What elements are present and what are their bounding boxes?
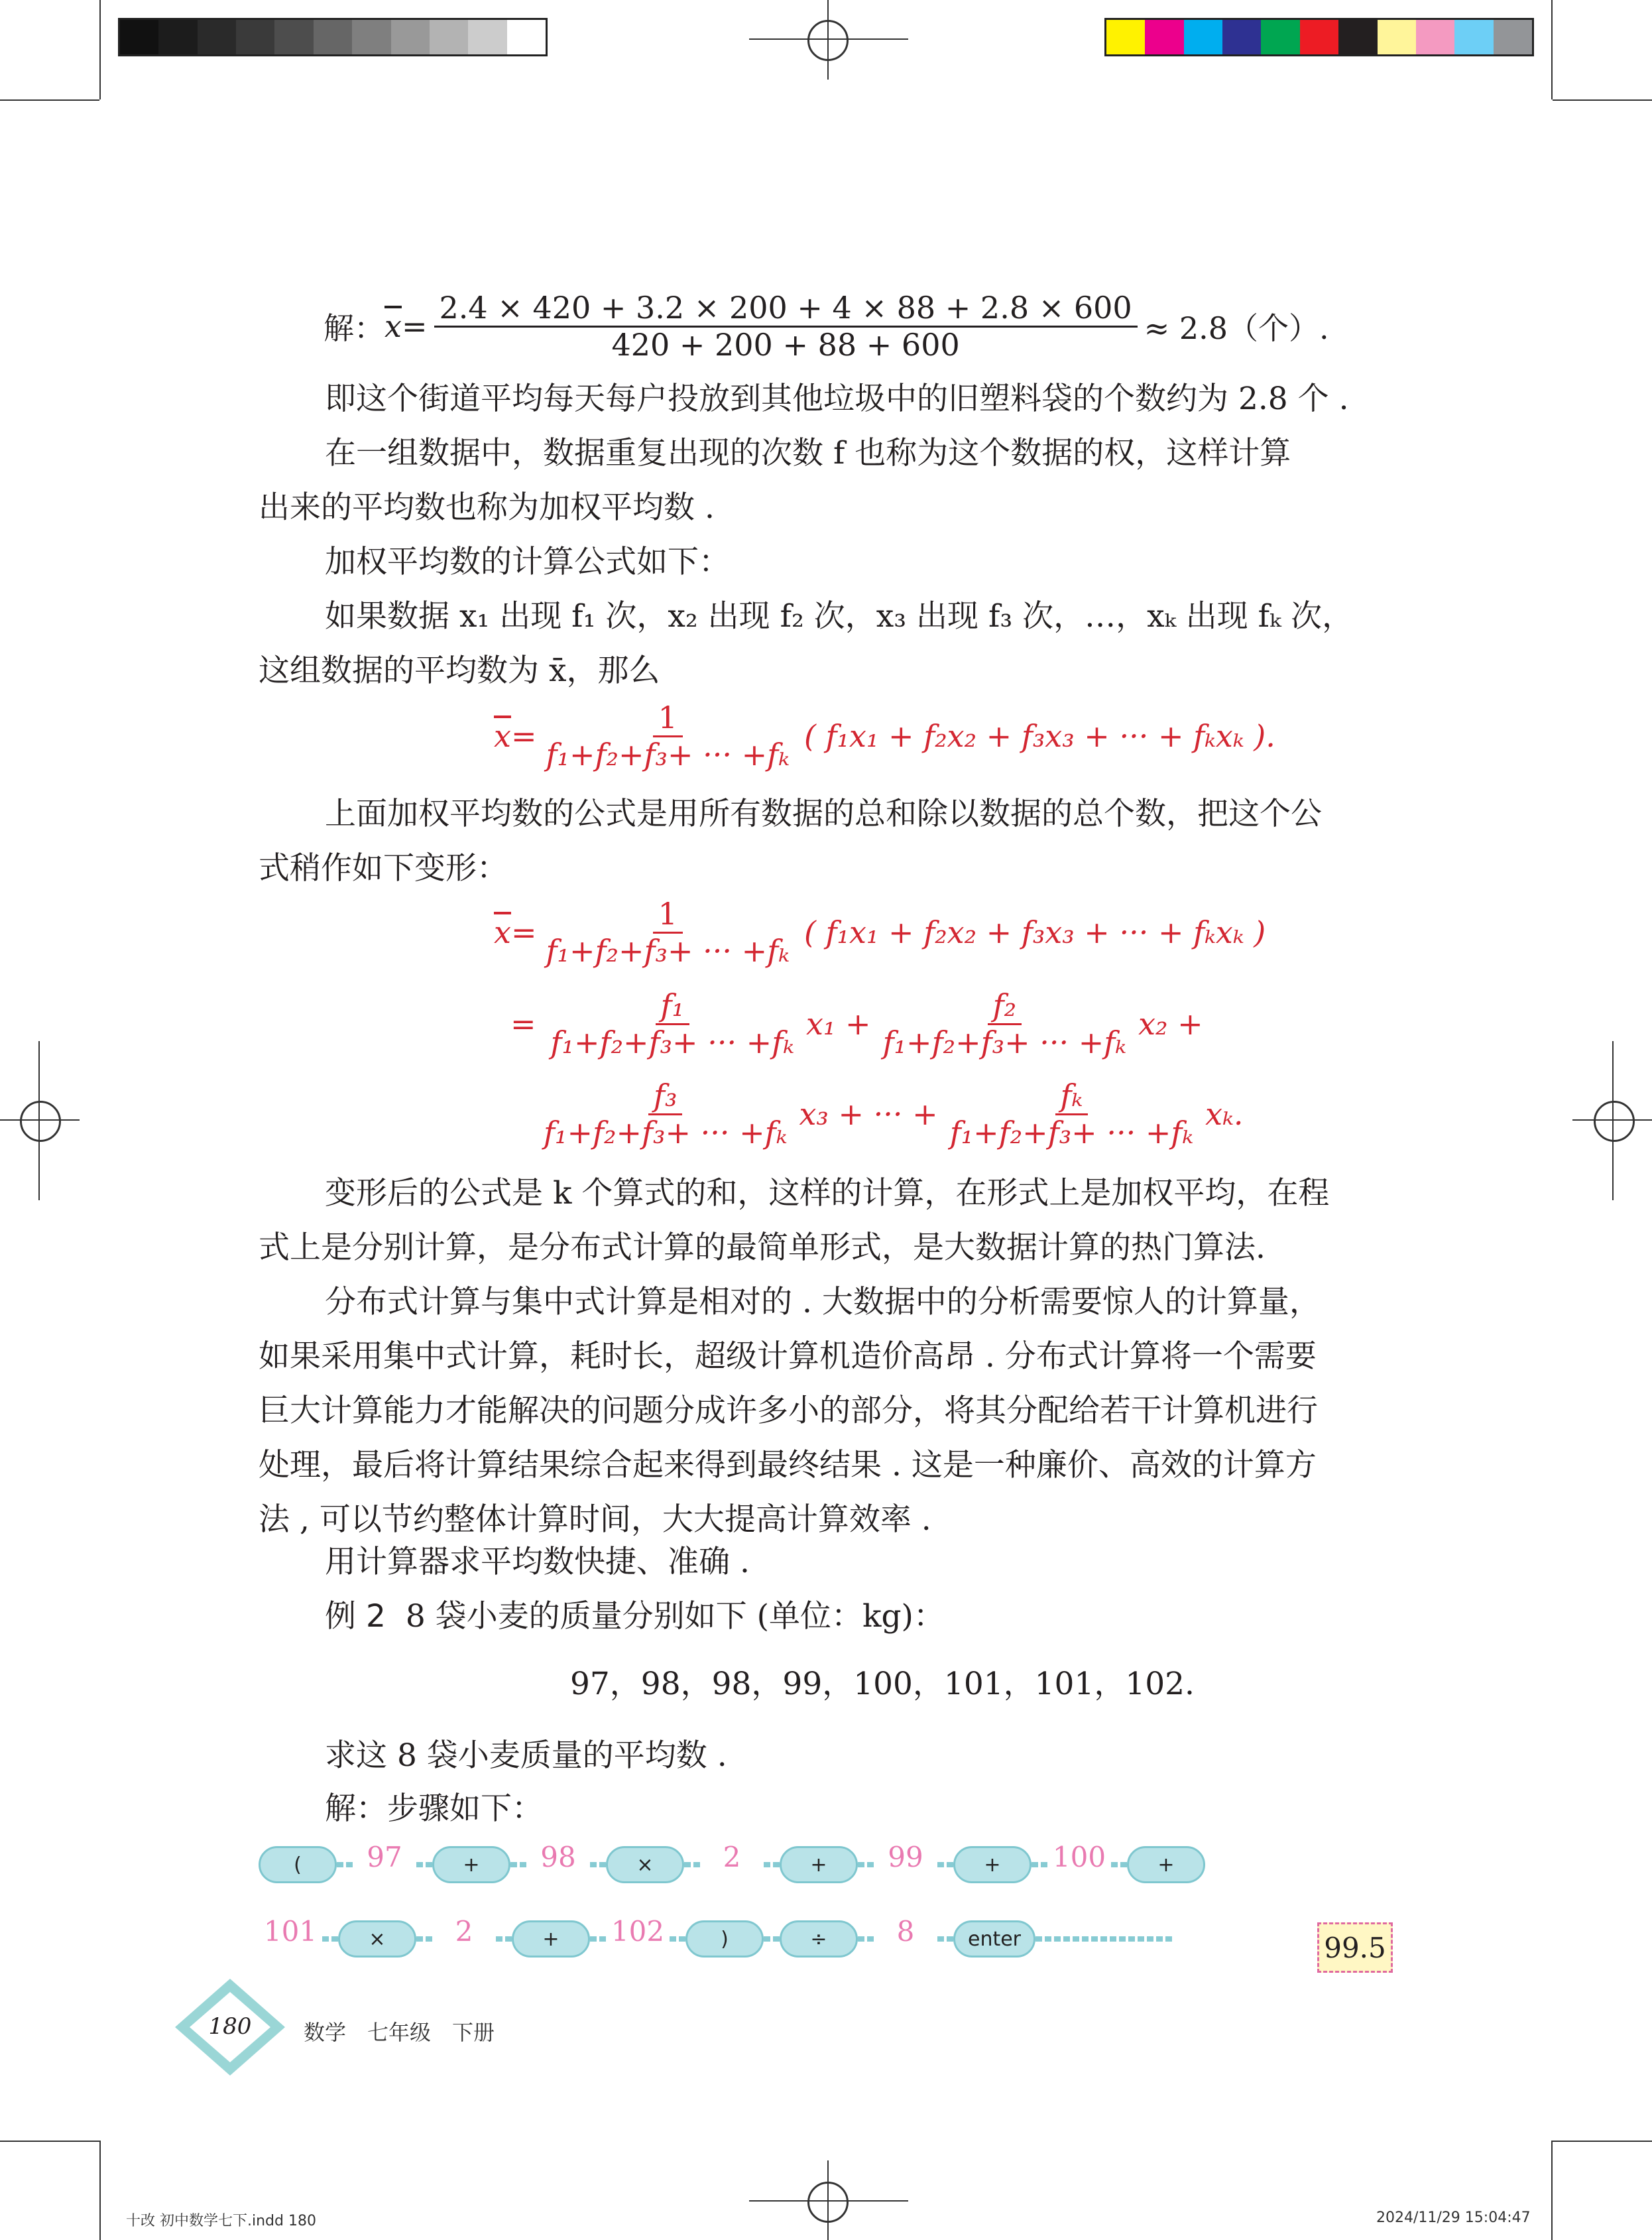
calculator-number: 98 <box>540 1841 576 1873</box>
fraction-numerator: 1 <box>653 700 683 737</box>
sequence-connector <box>322 1936 338 1942</box>
paragraph: 这组数据的平均数为 x̄，那么 <box>259 653 660 689</box>
fraction-denominator: f₁+f₂+f₃+ ··· +fₖ <box>550 1024 795 1060</box>
fraction-denominator: f₁+f₂+f₃+ ··· +fₖ <box>546 932 790 969</box>
data-list: 97，98，98，99，100，101，101，102. <box>570 1666 1195 1702</box>
sequence-connector <box>937 1936 953 1942</box>
paragraph: 分布式计算与集中式计算是相对的 . 大数据中的分析需要惊人的计算量， <box>325 1284 1321 1320</box>
calculator-number: 99 <box>888 1841 923 1873</box>
term-xk: xₖ. <box>1205 1096 1244 1133</box>
equals-sign: = <box>510 718 537 755</box>
sequence-connector <box>510 1862 526 1867</box>
sequence-connector <box>1035 1936 1175 1942</box>
paragraph: 如果采用集中式计算，耗时长，超级计算机造价高昂 . 分布式计算将一个需要 <box>259 1338 1317 1375</box>
paragraph: 式稍作如下变形： <box>259 850 508 887</box>
grayscale-color-bar <box>118 18 548 56</box>
calculator-key: + <box>780 1846 858 1883</box>
process-color-bar <box>1104 18 1534 56</box>
sequence-connector <box>764 1862 780 1867</box>
fraction-denominator: f₁+f₂+f₃+ ··· +fₖ <box>544 1114 788 1151</box>
calculator-number: 100 <box>1052 1841 1106 1873</box>
sequence-connector <box>1032 1862 1047 1867</box>
paragraph: 变形后的公式是 k 个算式的和，这样的计算，在形式上是加权平均，在程 <box>325 1175 1330 1212</box>
fraction-denominator: f₁+f₂+f₃+ ··· +fₖ <box>546 736 790 773</box>
calculator-number: 8 <box>896 1915 915 1948</box>
example-label: 例 2 <box>325 1598 386 1635</box>
mean-symbol: $\overline{x}$ <box>494 914 511 951</box>
crop-mark <box>0 99 99 101</box>
paragraph: 求这 8 袋小麦质量的平均数 . <box>325 1737 727 1774</box>
weight-fraction-3 <box>538 1078 792 1151</box>
sequence-connector <box>496 1936 512 1942</box>
formula-body: ( f₁x₁ + f₂x₂ + f₃x₃ + ··· + fₖxₖ ) <box>803 914 1266 951</box>
calculator-number: 2 <box>455 1915 473 1948</box>
paragraph: 法 , 可以节约整体计算时间，大大提高计算效率 . <box>259 1501 931 1538</box>
weight-fraction-2 <box>878 988 1132 1060</box>
formula-body: ( f₁x₁ + f₂x₂ + f₃x₃ + ··· + fₖxₖ ). <box>803 718 1275 755</box>
crop-mark <box>0 2141 99 2142</box>
calculator-key: × <box>606 1846 684 1883</box>
paragraph: 在一组数据中，数据重复出现的次数 f 也称为这个数据的权，这样计算 <box>325 435 1291 471</box>
paragraph: 处理，最后将计算结果综合起来得到最终结果 . 这是一种廉价、高效的计算方 <box>259 1447 1317 1483</box>
transformed-formula-line2 <box>510 988 1203 1060</box>
sequence-connector <box>937 1862 953 1867</box>
calculator-sequence-row-2 <box>259 1915 1399 1958</box>
paragraph: 解：步骤如下： <box>325 1790 543 1827</box>
sequence-connector <box>858 1936 874 1942</box>
calculator-key: + <box>432 1846 510 1883</box>
mean-fraction <box>434 290 1138 363</box>
paragraph: 即这个街道平均每天每户投放到其他垃圾中的旧塑料袋的个数约为 2.8 个 . <box>325 381 1349 417</box>
calculator-key: ( <box>259 1846 337 1883</box>
equals-sign: = <box>401 308 428 345</box>
fraction-denominator: f₁+f₂+f₃+ ··· +fₖ <box>882 1024 1127 1060</box>
example-text: 8 袋小麦的质量分别如下 (单位：kg)： <box>405 1598 945 1635</box>
calculator-key: + <box>953 1846 1032 1883</box>
paragraph: 巨大计算能力才能解决的问题分成许多小的部分，将其分配给若干计算机进行 <box>259 1393 1318 1429</box>
crop-mark <box>99 2141 101 2240</box>
print-timestamp: 2024/11/29 15:04:47 <box>1376 2209 1531 2226</box>
calculator-key: + <box>512 1920 590 1958</box>
sequence-connector <box>858 1862 874 1867</box>
book-title: 数学 七年级 下册 <box>304 2020 495 2045</box>
fraction-denominator: 420 + 200 + 88 + 600 <box>611 326 960 363</box>
calculator-key: ) <box>685 1920 764 1958</box>
registration-target <box>807 20 849 61</box>
registration-target <box>20 1101 61 1142</box>
sequence-connector <box>590 1936 606 1942</box>
example-heading <box>259 1590 1392 1643</box>
sequence-connector <box>590 1862 606 1867</box>
calculator-number: 101 <box>263 1915 318 1948</box>
weight-fraction <box>541 700 795 773</box>
sequence-connector <box>416 1936 432 1942</box>
weight-fraction-k <box>945 1078 1199 1151</box>
term-x1: x₁ + <box>806 1006 871 1042</box>
paragraph: 加权平均数的计算公式如下： <box>325 544 730 580</box>
crop-mark <box>1553 2141 1652 2142</box>
calculator-key: enter <box>953 1920 1035 1958</box>
fraction-denominator: f₁+f₂+f₃+ ··· +fₖ <box>949 1114 1194 1151</box>
mean-symbol: $\overline{x}$ <box>494 718 511 755</box>
term-x2: x₂ + <box>1138 1006 1203 1042</box>
fraction-numerator: 1 <box>653 897 683 934</box>
transformed-formula-line3 <box>538 1078 1244 1151</box>
paragraph: 式上是分别计算，是分布式计算的最简单形式，是大数据计算的热门算法. <box>259 1229 1266 1266</box>
sequence-connector <box>684 1862 700 1867</box>
sequence-connector <box>1111 1862 1127 1867</box>
page-number: 180 <box>208 2013 252 2040</box>
weighted-mean-formula <box>494 700 1275 773</box>
weight-fraction <box>541 897 795 969</box>
sequence-connector <box>416 1862 432 1867</box>
crop-mark <box>1553 99 1652 101</box>
term-x3: x₃ + ··· + <box>799 1096 938 1133</box>
fraction-numerator: f₂ <box>988 988 1022 1025</box>
crop-mark <box>1551 0 1553 99</box>
equals-sign: = <box>510 914 537 951</box>
equals-sign: = <box>510 1006 536 1042</box>
fraction-numerator: 2.4 × 420 + 3.2 × 200 + 4 × 88 + 2.8 × 600 <box>434 290 1138 328</box>
calculator-number: 102 <box>611 1915 665 1948</box>
calculator-key: ÷ <box>780 1920 858 1958</box>
calculator-number: 97 <box>367 1841 402 1873</box>
fraction-numerator: f₃ <box>648 1078 682 1115</box>
sequence-connector <box>764 1936 780 1942</box>
sequence-connector <box>670 1936 685 1942</box>
calculator-result: 99.5 <box>1317 1922 1393 1973</box>
sequence-connector <box>337 1862 353 1867</box>
file-info: 十改 初中数学七下.indd 180 <box>126 2213 316 2229</box>
registration-target <box>807 2182 849 2223</box>
paragraph: 出来的平均数也称为加权平均数 . <box>259 489 715 526</box>
transformed-formula-line1 <box>494 897 1266 969</box>
paragraph: 上面加权平均数的公式是用所有数据的总和除以数据的总个数，把这个公 <box>325 796 1322 832</box>
solution-label: 解： <box>324 310 384 347</box>
weight-fraction-1 <box>546 988 799 1060</box>
solution-formula <box>324 290 1329 363</box>
paragraph: 如果数据 x₁ 出现 f₁ 次，x₂ 出现 f₂ 次，x₃ 出现 f₃ 次，…，xₖ 出现 fₖ 次， <box>325 598 1354 635</box>
calculator-sequence-row-1 <box>259 1843 1399 1883</box>
mean-symbol: $\overline{x}$ <box>384 308 402 345</box>
crop-mark <box>1551 2141 1553 2240</box>
calculator-number: 2 <box>723 1841 741 1873</box>
crop-mark <box>99 0 101 99</box>
fraction-numerator: fₖ <box>1055 1078 1089 1115</box>
registration-target <box>1594 1101 1635 1142</box>
calculator-key: × <box>338 1920 416 1958</box>
calculator-key: + <box>1127 1846 1205 1883</box>
paragraph: 用计算器求平均数快捷、准确 . <box>325 1544 750 1580</box>
solution-result: ≈ 2.8（个）. <box>1144 310 1329 347</box>
fraction-numerator: f₁ <box>656 988 689 1025</box>
